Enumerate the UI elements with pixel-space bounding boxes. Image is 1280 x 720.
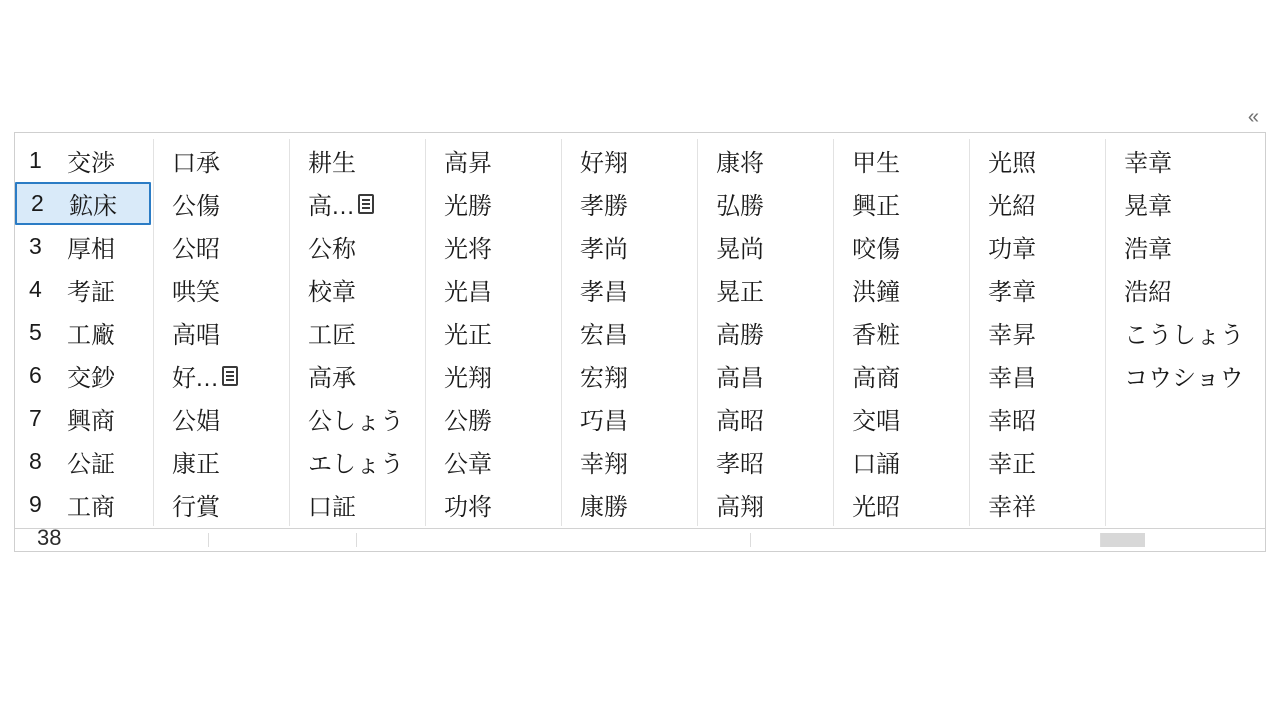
candidate-column-9 (1106, 139, 1265, 526)
candidate-label: 幸章 (1124, 150, 1173, 177)
candidate-label: 弘勝 (716, 193, 765, 220)
candidate-item[interactable] (834, 397, 969, 440)
candidate-label: 公傷 (172, 193, 220, 220)
candidate-item[interactable] (290, 225, 425, 268)
candidate-label: 甲生 (852, 150, 901, 177)
candidate-label: 公章 (444, 451, 493, 478)
candidate-label: 香粧 (852, 322, 901, 349)
candidate-item[interactable] (698, 483, 833, 526)
note-icon (358, 194, 374, 214)
candidate-number: 1 (29, 147, 42, 173)
candidate-label: 高商 (852, 365, 901, 392)
candidate-label: 高承 (308, 365, 357, 392)
candidate-column-2 (154, 139, 290, 526)
candidate-column-4 (426, 139, 562, 526)
candidate-item[interactable] (834, 440, 969, 483)
candidate-item[interactable] (154, 182, 289, 225)
candidate-item[interactable] (834, 483, 969, 526)
candidate-item[interactable] (698, 225, 833, 268)
candidate-item[interactable] (834, 139, 969, 182)
candidate-number: 7 (29, 405, 42, 431)
candidate-label: 好… (172, 365, 218, 392)
scroll-separator (208, 533, 209, 547)
candidate-number: 9 (29, 491, 42, 517)
candidate-label: 洪鐘 (852, 279, 901, 306)
candidate-label: 孝昌 (580, 279, 629, 306)
candidate-label: 好翔 (580, 150, 629, 177)
candidate-item-empty (1106, 440, 1265, 483)
candidate-label: 晃正 (716, 279, 765, 306)
candidate-item[interactable] (154, 268, 289, 311)
candidate-label: 交鈔 (67, 365, 115, 392)
candidate-item[interactable] (562, 182, 697, 225)
candidate-item[interactable] (698, 354, 833, 397)
candidate-item[interactable] (1106, 311, 1265, 354)
candidate-item[interactable] (698, 311, 833, 354)
candidate-item[interactable] (970, 311, 1105, 354)
candidate-grid (15, 133, 1265, 528)
candidate-label: 晃章 (1124, 193, 1173, 220)
candidate-item[interactable] (154, 354, 289, 397)
candidate-number: 4 (29, 276, 42, 302)
candidate-item-empty (1106, 483, 1265, 526)
candidate-item[interactable] (970, 440, 1105, 483)
collapse-icon[interactable]: « (1247, 106, 1259, 128)
candidate-number: 3 (29, 233, 42, 259)
candidate-item[interactable] (834, 182, 969, 225)
candidate-item[interactable] (970, 225, 1105, 268)
candidate-column-7 (834, 139, 970, 526)
candidate-item[interactable] (290, 268, 425, 311)
candidate-label: 幸昭 (988, 408, 1037, 435)
candidate-item[interactable] (834, 311, 969, 354)
candidate-item[interactable] (834, 225, 969, 268)
candidate-item[interactable] (698, 182, 833, 225)
candidate-column-5 (562, 139, 698, 526)
candidate-label: 光紹 (988, 193, 1037, 220)
candidate-label: 高勝 (716, 322, 765, 349)
candidate-label: 口誦 (852, 451, 901, 478)
horizontal-scrollbar[interactable] (15, 533, 1265, 547)
candidate-label: 考証 (67, 279, 115, 306)
candidate-label: 公証 (67, 451, 115, 478)
candidate-label: 光翔 (444, 365, 493, 392)
candidate-item[interactable] (970, 354, 1105, 397)
candidate-item[interactable] (562, 397, 697, 440)
candidate-item[interactable] (426, 225, 561, 268)
candidate-item[interactable] (154, 397, 289, 440)
candidate-item[interactable] (698, 397, 833, 440)
candidate-item[interactable] (290, 483, 425, 526)
candidate-item[interactable] (562, 311, 697, 354)
candidate-label: 耕生 (308, 150, 357, 177)
candidate-item[interactable] (15, 311, 153, 354)
candidate-item[interactable] (426, 483, 561, 526)
candidate-label: 巧昌 (580, 408, 629, 435)
candidate-label: 宏翔 (580, 365, 629, 392)
candidate-count: 38 (37, 525, 62, 550)
candidate-label: 光勝 (444, 193, 493, 220)
candidate-label: 孝尚 (580, 236, 629, 263)
candidate-label: 功将 (444, 494, 493, 521)
candidate-column-3 (290, 139, 426, 526)
candidate-item[interactable] (562, 268, 697, 311)
candidate-label: 交唱 (852, 408, 901, 435)
candidate-item-empty (1106, 397, 1265, 440)
candidate-item[interactable] (698, 268, 833, 311)
ime-candidate-window[interactable] (14, 106, 1266, 552)
candidate-item[interactable] (154, 139, 289, 182)
candidate-label: 功章 (988, 236, 1037, 263)
candidate-number: 8 (29, 448, 42, 474)
candidate-label: 幸翔 (580, 451, 629, 478)
candidate-label: 高翔 (716, 494, 765, 521)
candidate-item[interactable] (290, 354, 425, 397)
candidate-item[interactable] (290, 182, 425, 225)
candidate-item[interactable] (15, 397, 153, 440)
candidate-item[interactable] (426, 311, 561, 354)
candidate-item[interactable] (15, 139, 153, 182)
candidate-label: コウショウ (1124, 365, 1244, 392)
candidate-label: 公昭 (172, 236, 220, 263)
candidate-label: 光昭 (852, 494, 901, 521)
candidate-label: 光正 (444, 322, 493, 349)
candidate-item[interactable] (15, 440, 153, 483)
candidate-label: こうしょう (1124, 322, 1245, 349)
candidate-label: 厚相 (67, 236, 115, 263)
candidate-label: 興正 (852, 193, 901, 220)
candidate-label: 光照 (988, 150, 1037, 177)
candidate-item[interactable] (426, 440, 561, 483)
candidate-item-selected[interactable] (15, 182, 151, 225)
scrollbar-thumb[interactable] (1101, 533, 1145, 547)
candidate-item[interactable] (970, 182, 1105, 225)
candidate-label: 興商 (67, 408, 115, 435)
candidate-label: 康勝 (580, 494, 629, 521)
candidate-label: 孝章 (988, 279, 1037, 306)
candidate-label: 晃尚 (716, 236, 765, 263)
candidate-label: 工匠 (308, 322, 357, 349)
candidate-item[interactable] (562, 483, 697, 526)
candidate-column-8 (970, 139, 1106, 526)
candidate-label: 公しょう (308, 408, 405, 435)
candidate-item[interactable] (1106, 268, 1265, 311)
candidate-label: 幸正 (988, 451, 1037, 478)
candidate-footer-bar (15, 525, 1265, 551)
candidate-number: 6 (29, 362, 42, 388)
candidate-label: エしょう (308, 451, 405, 478)
candidate-label: 工廠 (67, 322, 115, 349)
candidate-item[interactable] (426, 182, 561, 225)
candidate-label: 光将 (444, 236, 493, 263)
candidate-label: 康正 (172, 451, 220, 478)
candidate-item[interactable] (834, 354, 969, 397)
candidate-item[interactable] (970, 483, 1105, 526)
candidate-label: 交渉 (67, 150, 115, 177)
candidate-item[interactable] (154, 311, 289, 354)
scroll-separator (750, 533, 751, 547)
candidate-label: 公称 (308, 236, 357, 263)
candidate-item[interactable] (15, 225, 153, 268)
candidate-item[interactable] (698, 139, 833, 182)
candidate-item[interactable] (426, 268, 561, 311)
candidate-label: 鉱床 (69, 193, 117, 220)
candidate-label: 幸祥 (988, 494, 1037, 521)
candidate-label: 浩章 (1124, 236, 1173, 263)
candidate-label: 康将 (716, 150, 765, 177)
candidate-label: 光昌 (444, 279, 493, 306)
candidate-item[interactable] (970, 139, 1105, 182)
candidate-item[interactable] (154, 225, 289, 268)
candidate-item[interactable] (1106, 139, 1265, 182)
candidate-label: 高昌 (716, 365, 765, 392)
candidate-item[interactable] (290, 397, 425, 440)
candidate-label: 口証 (308, 494, 357, 521)
candidate-label: 高唱 (172, 322, 220, 349)
candidate-item[interactable] (698, 440, 833, 483)
candidate-item[interactable] (426, 397, 561, 440)
candidate-label: 咬傷 (852, 236, 901, 263)
candidate-item[interactable] (970, 397, 1105, 440)
candidate-item[interactable] (15, 354, 153, 397)
candidate-label: 工商 (67, 494, 115, 521)
candidate-item[interactable] (834, 268, 969, 311)
candidate-column-1 (15, 139, 154, 526)
candidate-column-6 (698, 139, 834, 526)
candidate-item[interactable] (1106, 354, 1265, 397)
candidate-item[interactable] (15, 268, 153, 311)
candidate-item[interactable] (426, 139, 561, 182)
candidate-item[interactable] (1106, 182, 1265, 225)
candidate-item[interactable] (562, 139, 697, 182)
candidate-item[interactable] (562, 225, 697, 268)
candidate-label: 口承 (172, 150, 220, 177)
candidate-label: 行賞 (172, 494, 220, 521)
candidate-item[interactable] (426, 354, 561, 397)
candidate-item[interactable] (154, 440, 289, 483)
candidate-item[interactable] (562, 354, 697, 397)
candidate-label: 幸昇 (988, 322, 1037, 349)
candidate-item[interactable] (15, 483, 153, 526)
candidate-item[interactable] (970, 268, 1105, 311)
candidate-label: 高昭 (716, 408, 765, 435)
candidate-label: 幸昌 (988, 365, 1037, 392)
candidate-item[interactable] (1106, 225, 1265, 268)
candidate-number: 2 (31, 190, 44, 216)
candidate-label: 高昇 (444, 150, 493, 177)
candidate-label: 公娼 (172, 408, 220, 435)
scroll-separator (356, 533, 357, 547)
candidate-item[interactable] (290, 139, 425, 182)
candidate-label: 浩紹 (1124, 279, 1173, 306)
candidate-label: 孝昭 (716, 451, 765, 478)
candidate-item[interactable] (562, 440, 697, 483)
candidate-label: 孝勝 (580, 193, 629, 220)
candidate-number: 5 (29, 319, 42, 345)
candidate-item[interactable] (154, 483, 289, 526)
candidate-label: 高… (308, 193, 355, 220)
candidate-label: 校章 (308, 279, 357, 306)
candidate-item[interactable] (290, 311, 425, 354)
candidate-label: 宏昌 (580, 322, 629, 349)
note-icon (222, 366, 238, 386)
candidate-item[interactable] (290, 440, 425, 483)
candidate-label: 哄笑 (172, 279, 220, 306)
candidate-label: 公勝 (444, 408, 493, 435)
